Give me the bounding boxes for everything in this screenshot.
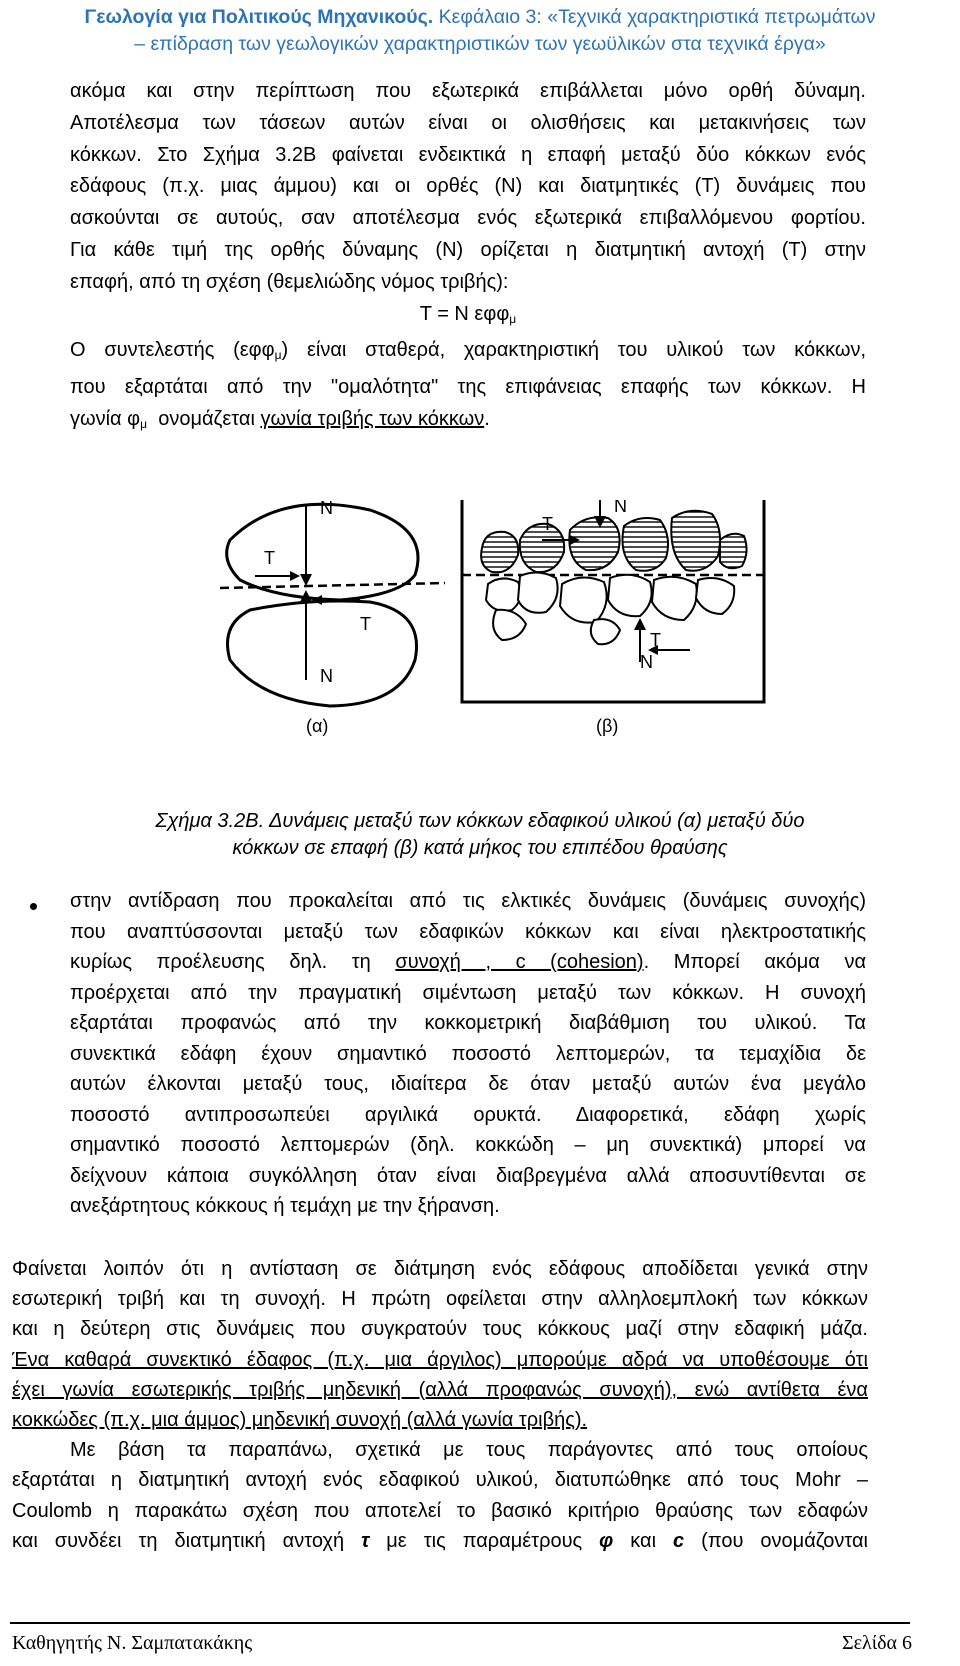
text-line: και η δεύτερη στις δυνάμεις που συγκρατούν τους κόκκους μαζί στην εδαφική μάζα. xyxy=(12,1318,868,1341)
text-line: ασκούνται σε αυτούς, σαν αποτέλεσμα ενός εξωτερικά επιβαλλόμενου φορτίου. xyxy=(70,207,866,230)
figure-3-2b xyxy=(220,500,780,790)
text-line xyxy=(70,404,866,441)
hatched-grain xyxy=(623,518,669,571)
text-line: Αποτέλεσμα των τάσεων αυτών είναι οι ολισθήσεις και μετακινήσεις των xyxy=(70,111,866,134)
text-line: ακόμα και στην περίπτωση που εξωτερικά επιβάλλεται μόνο ορθή δύναμη. xyxy=(70,80,866,102)
text-line xyxy=(12,1526,868,1556)
caption-line: κόκκων σε επαφή (β) κατά μήκος του επιπέδου θραύσης xyxy=(232,837,728,859)
hatched-grain xyxy=(720,534,747,569)
text-line: έχει γωνία εσωτερικής τριβής μηδενική (αλλά προφανώς συνοχή), ενώ αντίθετα ένα xyxy=(12,1378,868,1401)
label-a: (α) xyxy=(306,716,329,736)
text-line: ανεξάρτητους κόκκους ή τεμάχη με την ξήρανση. xyxy=(70,1195,500,1217)
text-segment: κοκκώδες (π.χ. μια άμμος) μηδενική συνοχή (αλλά γωνία τριβής). xyxy=(12,1409,588,1432)
text-line: Coulomb η παρακάτω σχέση που αποτελεί το βασικό κριτήριο θραύσης των εδαφών xyxy=(12,1499,868,1522)
caption-line: Σχήμα 3.2Β. Δυνάμεις μεταξύ των κόκκων εδαφικού υλικού (α) μεταξύ δύο xyxy=(155,810,805,832)
panel-a xyxy=(220,500,445,736)
lower-grain xyxy=(228,601,417,706)
label-t-bottom-b: T xyxy=(650,630,661,650)
friction-formula xyxy=(70,299,866,336)
text-segment: ) είναι σταθερά, χαρακτηριστική του υλικού των κόκκων, xyxy=(281,339,867,362)
formula-text: Τ = Ν εφφ xyxy=(419,302,510,325)
text-segment: γωνία φ xyxy=(70,407,141,430)
text-segment: και xyxy=(613,1529,674,1552)
text-line: εδάφους (π.χ. μιας άμμου) και οι ορθές (Ν) και διατμητικές (Τ) δυνάμεις που xyxy=(70,175,866,198)
label-n-bottom-b: N xyxy=(640,652,653,672)
figure-caption xyxy=(60,808,900,862)
footer-divider xyxy=(10,1622,910,1624)
bullet-cohesion xyxy=(70,886,866,1222)
text-line xyxy=(12,1405,868,1435)
text-segment: . xyxy=(484,407,490,430)
hatched-grain xyxy=(569,517,619,570)
text-line: στην αντίδραση που προκαλείται από τις ελκτικές δυνάμεις (δυνάμεις συνοχής) xyxy=(70,890,866,912)
label-b: (β) xyxy=(596,716,619,736)
text-line: εξαρτάται προφανώς από την κοκκομετρική διαβάθμιση του υλικού. Τα xyxy=(70,1012,866,1034)
underlined-term: συνοχή , c (cohesion) xyxy=(395,951,644,973)
text-line: επαφή, από τη σχέση (θεμελιώδης νόμος τριβής): xyxy=(70,270,509,293)
text-segment: Ο συντελεστής (εφφ xyxy=(70,339,275,362)
header-course-title: Γεωλογία για Πολιτικούς Μηχανικούς. xyxy=(84,6,434,28)
text-segment: και συνδέει τη διατμητική αντοχή xyxy=(12,1529,362,1552)
subscript: μ xyxy=(140,416,148,431)
text-line: Φαίνεται λοιπόν ότι η αντίσταση σε διάτμηση ενός εδάφους αποδίδεται γενικά στην xyxy=(12,1258,868,1280)
text-line xyxy=(70,947,866,978)
text-line: αυτών έλκονται μεταξύ τους, ιδιαίτερα δε όταν μεταξύ αυτών ένα μεγάλο xyxy=(70,1073,866,1095)
symbol-c: c xyxy=(673,1529,685,1552)
label-t-top-b: T xyxy=(542,514,553,534)
text-line: συνεκτικά εδάφη έχουν σημαντικό ποσοστό λεπτομερών, τα τεμαχίδια δε xyxy=(70,1042,866,1065)
text-segment: . Μπορεί ακόμα να xyxy=(643,951,867,973)
text-line: που εξαρτάται από την "ομαλότητα" της επιφάνειας επαφής των κόκκων. Η xyxy=(70,376,866,399)
panel-b xyxy=(462,500,764,736)
text-line: Με βάση τα παραπάνω, σχετικά με τους παράγοντες από τους οποίους xyxy=(70,1439,868,1462)
text-segment: (που ονομάζονται xyxy=(684,1529,868,1552)
text-line: που αναπτύσσονται μεταξύ των εδαφικών κόκκων και είναι ηλεκτροστατικής xyxy=(70,920,866,943)
paragraph-friction xyxy=(70,76,866,441)
bullet-icon xyxy=(30,903,37,910)
label-n-bottom: N xyxy=(320,666,333,686)
page-footer xyxy=(12,1626,912,1660)
text-line xyxy=(70,335,866,372)
text-segment: ονομάζεται xyxy=(147,407,261,430)
text-line: δείχνουν κάποια συγκόλληση όταν είναι διαβρεγμένα αλλά αποσυντίθενται σε xyxy=(70,1164,866,1187)
page-header xyxy=(0,4,960,58)
figure-drawing xyxy=(220,500,780,790)
header-line-2: – επίδραση των γεωλογικών χαρακτηριστικών των γεωϋλικών στα τεχνικά έργα» xyxy=(134,33,826,55)
text-line: Ένα καθαρά συνεκτικό έδαφος (π.χ. μια άργιλος) μπορούμε αδρά να υποθέσουμε ότι xyxy=(12,1348,868,1371)
underlined-term: γωνία τριβής των κόκκων xyxy=(260,407,485,430)
label-n-top-b: N xyxy=(614,500,627,516)
label-n-top: N xyxy=(320,500,333,518)
footer-page-number: Σελίδα 6 xyxy=(841,1632,912,1654)
footer-author: Καθηγητής Ν. Σαμπατακάκης xyxy=(12,1632,253,1654)
grain xyxy=(560,577,607,622)
text-segment: με τις παραμέτρους xyxy=(369,1529,600,1552)
header-chapter-title: Κεφάλαιο 3: «Τεχνικά χαρακτηριστικά πετρωμάτων xyxy=(433,6,876,28)
hatched-grain xyxy=(671,511,720,571)
symbol-tau: τ xyxy=(361,1529,370,1552)
label-t-bottom: T xyxy=(360,614,371,634)
text-line: εξαρτάται η διατμητική αντοχή ενός εδαφικού υλικού, διατυπώθηκε από τους Mohr – xyxy=(12,1469,868,1492)
text-segment: κυρίως προέλευσης δηλ. τη xyxy=(70,951,396,973)
grain xyxy=(518,572,558,612)
text-line: εσωτερική τριβή και τη συνοχή. Η πρώτη οφείλεται στην αλληλοεμπλοκή των κόκκων xyxy=(12,1288,868,1311)
symbol-phi: φ xyxy=(599,1529,614,1552)
label-t-top: T xyxy=(264,548,275,568)
text-line: ποσοστό αντιπροσωπεύει αργιλικά ορυκτά. Διαφορετικά, εδάφη χωρίς xyxy=(70,1103,866,1126)
formula-subscript: μ xyxy=(509,311,517,326)
text-line: Για κάθε τιμή της ορθής δύναμης (Ν) ορίζεται η διατμητική αντοχή (Τ) στην xyxy=(70,238,866,261)
text-line: προέρχεται από την πραγματική σιμέντωση μεταξύ των κόκκων. Η συνοχή xyxy=(70,981,866,1004)
text-line: κόκκων. Στο Σχήμα 3.2Β φαίνεται ενδεικτικά η επαφή μεταξύ δύο κόκκων ενός xyxy=(70,143,866,166)
grain xyxy=(486,578,521,610)
header-line-1 xyxy=(0,4,960,31)
paragraph-shear-strength xyxy=(12,1254,868,1556)
subscript: μ xyxy=(274,348,282,363)
text-line: σημαντικό ποσοστό λεπτομερών (δηλ. κοκκώδη – μη συνεκτικά) μπορεί να xyxy=(70,1134,866,1156)
